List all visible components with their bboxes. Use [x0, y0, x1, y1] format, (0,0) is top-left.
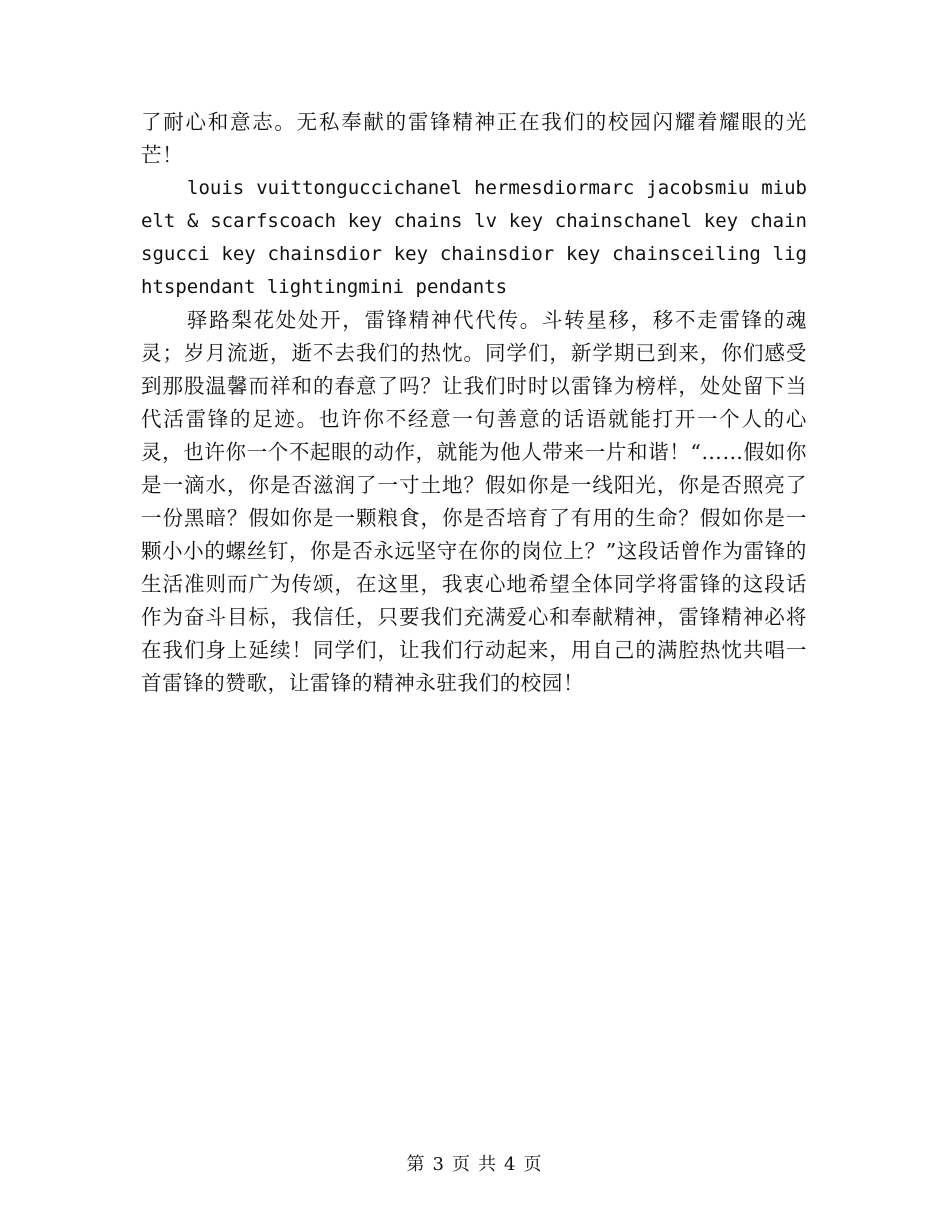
footer-page-number: 3 — [432, 1154, 446, 1175]
page-footer — [0, 1152, 950, 1178]
footer-total-unit: 页 — [523, 1154, 544, 1175]
paragraph-main: 驿路梨花处处开，雷锋精神代代传。斗转星移，移不走雷锋的魂灵；岁月流逝，逝不去我们的热忱。同学们，新学期已到来，你们感受到那股温馨而祥和的春意了吗？让我们时时以雷锋为榜样，处处留下当代活雷锋的足迹。也许你不经意一句善意的话语就能打开一个人的心灵，也许你一个不起眼的动作，就能为他人带来一片和谐！“……假如你是一滴水，你是否滋润了一寸土地？假如你是一线阳光，你是否照亮了一份黑暗？假如你是一颗粮食，你是否培育了有用的生命？假如你是一颗小小的螺丝钉，你是否永远坚守在你的岗位上？”这段话曾作为雷锋的生活准则而广为传颂，在这里，我衷心地希望全体同学将雷锋的这段话作为奋斗目标，我信任，只要我们充满爱心和奉献精神，雷锋精神必将在我们身上延续！同学们，让我们行动起来，用自己的满腔热忱共唱一首雷锋的赞歌，让雷锋的精神永驻我们的校园！ — [141, 308, 807, 695]
document-body — [141, 106, 807, 700]
footer-total-prefix: 共 — [478, 1154, 498, 1175]
footer-page-prefix: 第 — [406, 1154, 427, 1175]
footer-total-pages: 4 — [504, 1154, 518, 1175]
paragraph-brand-list: louis vuittonguccichanel hermesdiormarc jacobsmiu miubelt & scarfscoach key chains lv key chainschanel key chainsgucci key chainsdior key chainsdior key chainsceiling lightspendant lightingmini pendants — [141, 177, 807, 298]
paragraph-continued: 了耐心和意志。无私奉献的雷锋精神正在我们的校园闪耀着耀眼的光芒！ — [141, 110, 807, 167]
footer-page-unit: 页 — [452, 1154, 472, 1175]
